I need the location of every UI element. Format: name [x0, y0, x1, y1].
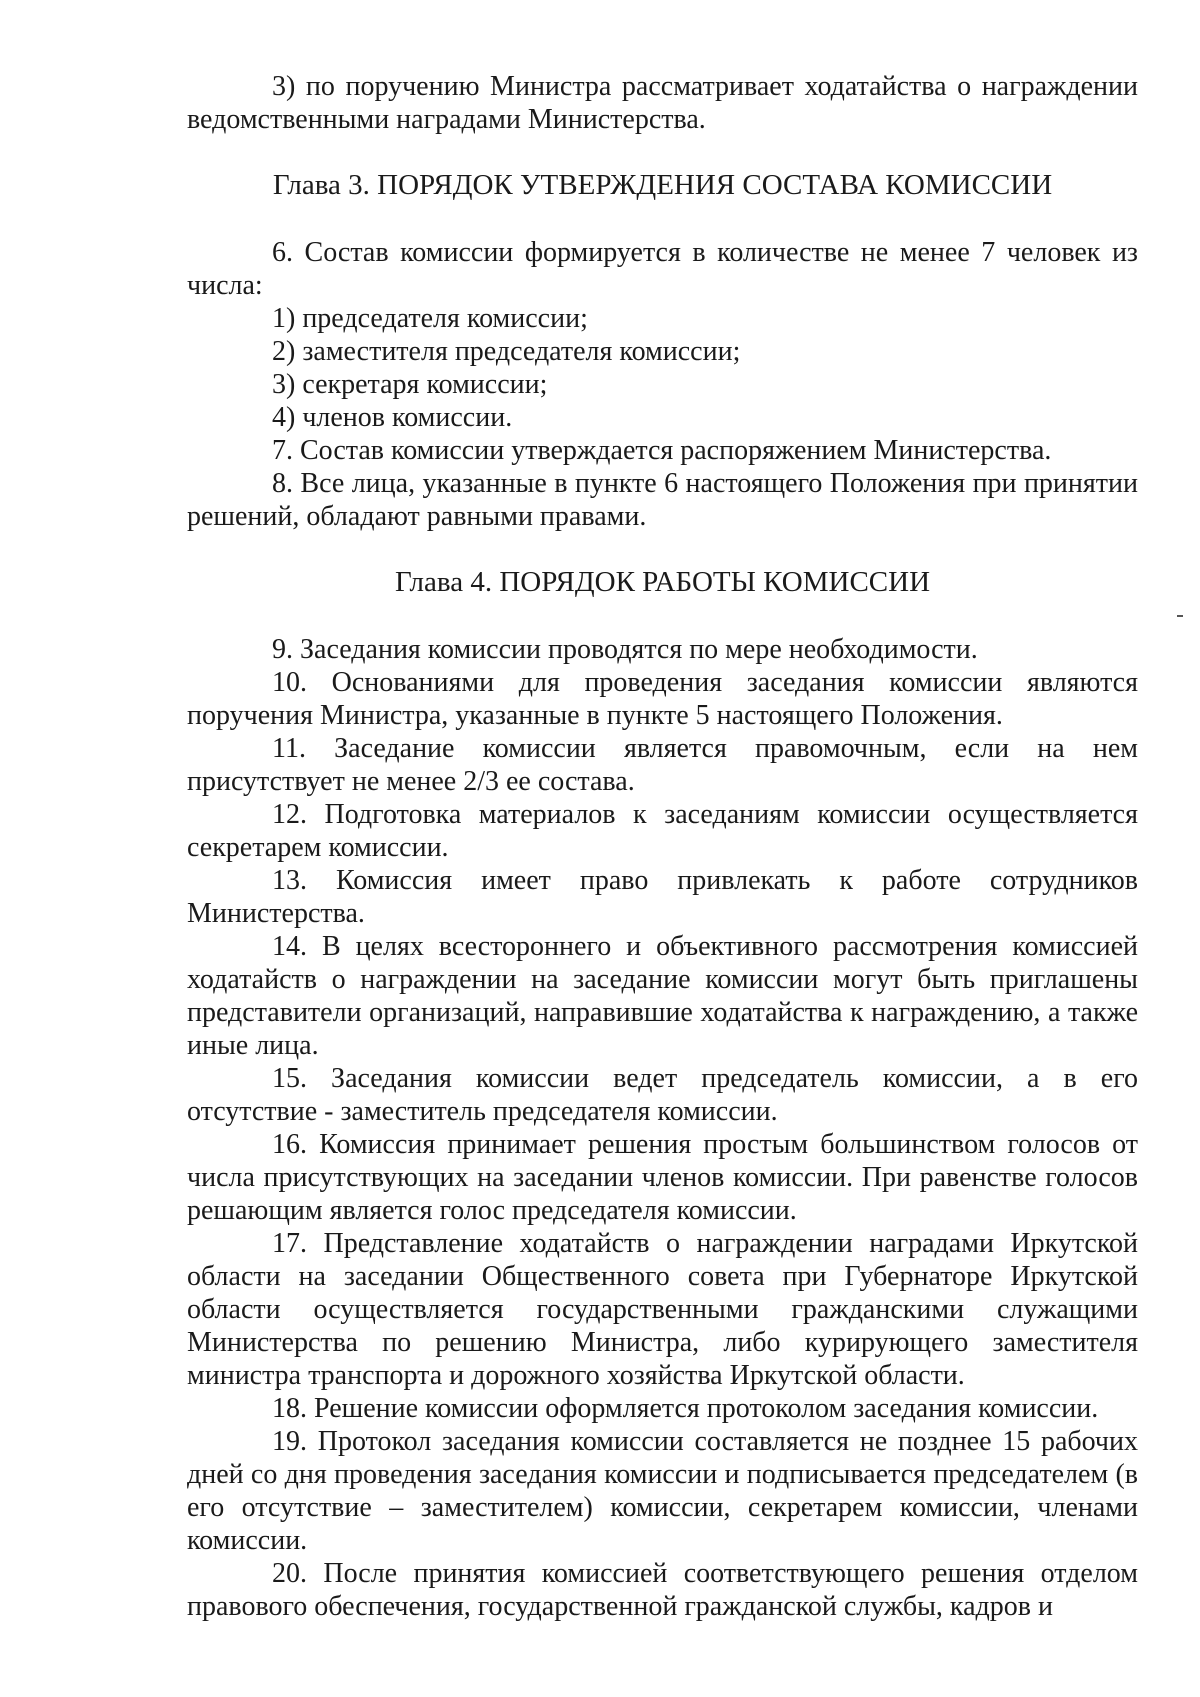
- paragraph-item-3: 3) по поручению Министра рассматривает ходатайства о награждении ведомственными наградами Министерства.: [187, 71, 1138, 135]
- scan-speck: [1177, 615, 1183, 617]
- list-item-2: 2) заместителя председателя комиссии;: [272, 336, 741, 367]
- paragraph-9: 9. Заседания комиссии проводятся по мере необходимости.: [272, 634, 978, 665]
- chapter-4-title: Глава 4. ПОРЯДОК РАБОТЫ КОМИССИИ: [394, 566, 931, 598]
- paragraph-10: 10. Основаниями для проведения заседания комиссии являются поручения Министра, указанные в пункте 5 настоящего Положения.: [187, 667, 1138, 731]
- paragraph-17: 17. Представление ходатайств о награждении наградами Иркутской области на заседании Общественного совета при Губернаторе Иркутской области осуществляется государственными гражданскими служащими Министерства по решению Министра, либо курирующего заместителя министра транспорта и дорожного хозяйства Иркутской области.: [187, 1228, 1138, 1391]
- paragraph-16: 16. Комиссия принимает решения простым большинством голосов от числа присутствующих на заседании членов комиссии. При равенстве голосов решающим является голос председателя комиссии.: [187, 1129, 1138, 1226]
- paragraph-13: 13. Комиссия имеет право привлекать к работе сотрудников Министерства.: [187, 865, 1138, 929]
- list-item-3: 3) секретаря комиссии;: [272, 369, 548, 400]
- paragraph-18: 18. Решение комиссии оформляется протоколом заседания комиссии.: [272, 1393, 1099, 1424]
- paragraph-7: 7. Состав комиссии утверждается распоряжением Министерства.: [272, 435, 1052, 466]
- list-item-4: 4) членов комиссии.: [272, 402, 513, 433]
- paragraph-15: 15. Заседания комиссии ведет председатель комиссии, а в его отсутствие - заместитель председателя комиссии.: [187, 1063, 1138, 1127]
- paragraph-20: 20. После принятия комиссией соответствующего решения отделом правового обеспечения, государственной гражданской службы, кадров и: [187, 1558, 1138, 1622]
- paragraph-8: 8. Все лица, указанные в пункте 6 настоящего Положения при принятии решений, обладают равными правами.: [187, 468, 1138, 532]
- document-body: [187, 70, 1138, 1623]
- paragraph-11: 11. Заседание комиссии является правомочным, если на нем присутствует не менее 2/3 ее состава.: [187, 733, 1138, 797]
- paragraph-12: 12. Подготовка материалов к заседаниям комиссии осуществляется секретарем комиссии.: [187, 799, 1138, 863]
- chapter-3-title: Глава 3. ПОРЯДОК УТВЕРЖДЕНИЯ СОСТАВА КОМИССИИ: [272, 169, 1053, 201]
- paragraph-6: 6. Состав комиссии формируется в количестве не менее 7 человек из числа:: [187, 237, 1138, 301]
- paragraph-14: 14. В целях всестороннего и объективного рассмотрения комиссией ходатайств о награждении на заседание комиссии могут быть приглашены представители организаций, направившие ходатайства к награждению, а также иные лица.: [187, 931, 1138, 1061]
- paragraph-19: 19. Протокол заседания комиссии составляется не позднее 15 рабочих дней со дня проведения заседания комиссии и подписывается председателем (в его отсутствие – заместителем) комиссии, секретарем комиссии, членами комиссии.: [187, 1426, 1138, 1556]
- list-item-1: 1) председателя комиссии;: [272, 303, 588, 334]
